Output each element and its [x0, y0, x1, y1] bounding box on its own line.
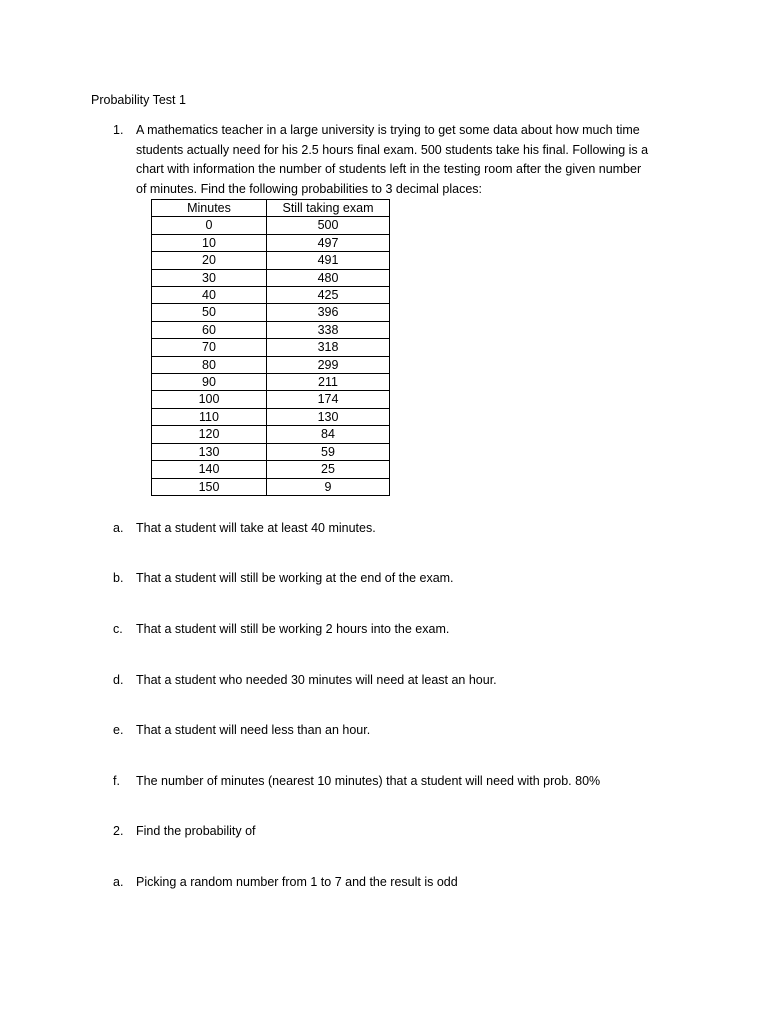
- question-1-line: A mathematics teacher in a large university is trying to get some data about how much time: [136, 123, 640, 137]
- count-cell: 9: [267, 478, 390, 495]
- count-cell: 25: [267, 461, 390, 478]
- part-letter: e.: [113, 723, 124, 737]
- count-cell: 211: [267, 374, 390, 391]
- table-row: [152, 391, 390, 408]
- question-2-number: 2.: [113, 824, 124, 838]
- part-text: That a student will need less than an hour.: [136, 723, 371, 737]
- table-row: [152, 426, 390, 443]
- table-row: [152, 252, 390, 269]
- table-row: [152, 304, 390, 321]
- part-text: The number of minutes (nearest 10 minutes) that a student will need with prob. 80%: [136, 774, 601, 788]
- table-row: [152, 234, 390, 251]
- count-cell: 497: [267, 234, 390, 251]
- minutes-cell: 60: [152, 321, 267, 338]
- count-cell: 130: [267, 408, 390, 425]
- table-row: [152, 374, 390, 391]
- table-row: [152, 478, 390, 495]
- minutes-cell: 90: [152, 374, 267, 391]
- table-row: [152, 269, 390, 286]
- minutes-cell: 130: [152, 443, 267, 460]
- part-letter: a.: [113, 521, 124, 535]
- table-row: [152, 287, 390, 304]
- question-1-number: 1.: [113, 123, 124, 137]
- minutes-cell: 70: [152, 339, 267, 356]
- question-1-line: students actually need for his 2.5 hours final exam. 500 students take his final. Following is a: [136, 142, 649, 157]
- count-cell: 491: [267, 252, 390, 269]
- table-row: [152, 443, 390, 460]
- count-cell: 338: [267, 321, 390, 338]
- count-cell: 480: [267, 269, 390, 286]
- table-row: [152, 356, 390, 373]
- table-row: [152, 408, 390, 425]
- count-cell: 318: [267, 339, 390, 356]
- minutes-cell: 20: [152, 252, 267, 269]
- minutes-cell: 0: [152, 217, 267, 234]
- part-letter: c.: [113, 622, 123, 636]
- count-cell: 84: [267, 426, 390, 443]
- question-2-text: Find the probability of: [136, 824, 256, 838]
- page-title: Probability Test 1: [91, 93, 186, 107]
- column-header-minutes: Minutes: [152, 200, 267, 217]
- part-text: That a student who needed 30 minutes will need at least an hour.: [136, 673, 497, 687]
- minutes-cell: 10: [152, 234, 267, 251]
- table-row: [152, 217, 390, 234]
- minutes-table: [151, 199, 390, 496]
- question-1-line: chart with information the number of students left in the testing room after the given number: [136, 162, 642, 176]
- part-letter: f.: [113, 774, 120, 788]
- count-cell: 500: [267, 217, 390, 234]
- count-cell: 59: [267, 443, 390, 460]
- part-text: Picking a random number from 1 to 7 and the result is odd: [136, 875, 458, 889]
- table-header-row: [152, 200, 390, 217]
- table-row: [152, 461, 390, 478]
- question-1-line: of minutes. Find the following probabilities to 3 decimal places:: [136, 181, 483, 196]
- count-cell: 174: [267, 391, 390, 408]
- table-row: [152, 339, 390, 356]
- minutes-cell: 110: [152, 408, 267, 425]
- minutes-cell: 140: [152, 461, 267, 478]
- minutes-cell: 50: [152, 304, 267, 321]
- count-cell: 299: [267, 356, 390, 373]
- minutes-cell: 40: [152, 287, 267, 304]
- question-1-text: [136, 121, 696, 199]
- part-letter: a.: [113, 875, 124, 889]
- part-text: That a student will still be working 2 hours into the exam.: [136, 622, 450, 636]
- minutes-cell: 30: [152, 269, 267, 286]
- part-text: That a student will still be working at the end of the exam.: [136, 571, 454, 585]
- part-text: That a student will take at least 40 minutes.: [136, 521, 376, 535]
- minutes-cell: 80: [152, 356, 267, 373]
- part-letter: b.: [113, 571, 124, 585]
- minutes-cell: 150: [152, 478, 267, 495]
- count-cell: 425: [267, 287, 390, 304]
- table-row: [152, 321, 390, 338]
- count-cell: 396: [267, 304, 390, 321]
- part-letter: d.: [113, 673, 124, 687]
- minutes-cell: 120: [152, 426, 267, 443]
- column-header-still-taking-exam: Still taking exam: [267, 200, 390, 217]
- minutes-cell: 100: [152, 391, 267, 408]
